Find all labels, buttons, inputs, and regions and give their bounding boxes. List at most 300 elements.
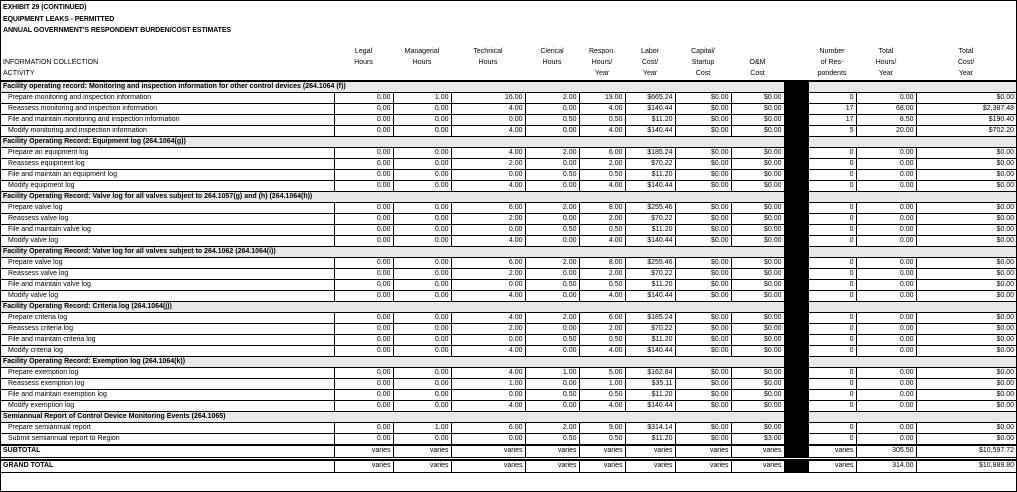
total-value-cell: varies <box>525 445 579 457</box>
value-cell: $0.00 <box>916 313 1016 324</box>
value-cell: 0 <box>808 423 856 434</box>
value-cell: $0.00 <box>916 280 1016 291</box>
value-cell: 8.00 <box>579 258 625 269</box>
total-value-cell: varies <box>808 445 856 457</box>
value-cell: $0.00 <box>916 269 1016 280</box>
value-cell: 4.00 <box>451 291 525 302</box>
value-cell: 0.00 <box>856 324 916 335</box>
value-cell: 4.00 <box>579 291 625 302</box>
table-row <box>1 368 1016 379</box>
subtotal-row-label: SUBTOTAL <box>1 445 334 457</box>
value-cell: $0.00 <box>731 258 784 269</box>
value-cell: 6.00 <box>579 313 625 324</box>
value-cell: 2.00 <box>525 313 579 324</box>
activity-cell: Reassess valve log <box>1 214 334 225</box>
black-separator-cell <box>784 93 808 104</box>
value-cell: $185.24 <box>625 148 675 159</box>
table-row <box>1 126 1016 137</box>
value-cell: 0.00 <box>393 148 451 159</box>
total-value-cell: varies <box>451 445 525 457</box>
table-row <box>1 203 1016 214</box>
black-separator-cell <box>784 214 808 225</box>
value-cell: 2.00 <box>525 423 579 434</box>
section-title: Facility operating record: Monitoring and inspection information for other control devices (264.1064 (f)) <box>1 81 784 93</box>
value-cell: 0.00 <box>334 335 393 346</box>
value-cell: $140.44 <box>625 126 675 137</box>
activity-cell: Reassess exemption log <box>1 379 334 390</box>
value-cell: 0 <box>808 236 856 247</box>
value-cell: 0.00 <box>451 280 525 291</box>
black-separator-cell <box>784 203 808 214</box>
value-cell: 2.00 <box>451 269 525 280</box>
total-value-cell: varies <box>525 460 579 472</box>
value-cell: 0.00 <box>856 423 916 434</box>
grand-total-row <box>1 460 1016 472</box>
table-row <box>1 423 1016 434</box>
section-fill <box>808 302 1016 313</box>
value-cell: 0 <box>808 170 856 181</box>
section-title: Facility Operating Record: Equipment log (264.1064(g)) <box>1 137 784 148</box>
value-cell: 0.00 <box>451 390 525 401</box>
value-cell: $0.00 <box>675 346 731 357</box>
value-cell: 8.50 <box>856 115 916 126</box>
table-row <box>1 401 1016 412</box>
value-cell: 0.00 <box>525 159 579 170</box>
value-cell: $0.00 <box>731 401 784 412</box>
value-cell: 0.00 <box>393 203 451 214</box>
value-cell: $140.44 <box>625 236 675 247</box>
value-cell: $0.00 <box>916 379 1016 390</box>
value-cell: 0.50 <box>525 225 579 236</box>
value-cell: $0.00 <box>916 203 1016 214</box>
value-cell: $0.00 <box>675 214 731 225</box>
value-cell: 0.00 <box>393 379 451 390</box>
value-cell: 2.00 <box>525 148 579 159</box>
value-cell: 2.00 <box>525 203 579 214</box>
black-separator-cell <box>784 148 808 159</box>
value-cell: 0.00 <box>856 401 916 412</box>
value-cell: 0.00 <box>856 368 916 379</box>
activity-cell: Reassess equipment log <box>1 159 334 170</box>
report-description: ANNUAL GOVERNMENT'S RESPONDENT BURDEN/COST ESTIMATES <box>3 27 231 34</box>
value-cell: $70.22 <box>625 269 675 280</box>
value-cell: $0.00 <box>675 291 731 302</box>
section-title: Facility Operating Record: Criteria log (264.1064(j)) <box>1 302 784 313</box>
value-cell: 0.00 <box>393 159 451 170</box>
value-cell: $0.00 <box>731 104 784 115</box>
value-cell: 1.00 <box>393 423 451 434</box>
value-cell: 1.00 <box>451 379 525 390</box>
value-cell: 0.50 <box>579 434 625 446</box>
value-cell: 5 <box>808 126 856 137</box>
value-cell: $0.00 <box>731 291 784 302</box>
value-cell: 1.00 <box>525 368 579 379</box>
value-cell: $0.00 <box>675 148 731 159</box>
value-cell: 0 <box>808 280 856 291</box>
value-cell: 0.00 <box>334 269 393 280</box>
total-value-cell: $10,889.80 <box>916 460 1016 472</box>
table-row <box>1 269 1016 280</box>
value-cell: $702.20 <box>916 126 1016 137</box>
section-title: Facility Operating Record: Exemption log (264.1064(k)) <box>1 357 784 368</box>
total-value-cell: 314.00 <box>856 460 916 472</box>
value-cell: 0.00 <box>451 434 525 446</box>
activity-cell: File and maintain an equipment log <box>1 170 334 181</box>
value-cell: 4.00 <box>451 401 525 412</box>
value-cell: 0.50 <box>579 280 625 291</box>
value-cell: 0.00 <box>334 159 393 170</box>
black-separator-cell <box>784 181 808 192</box>
value-cell: 0.00 <box>856 159 916 170</box>
activity-cell: File and maintain exemption log <box>1 390 334 401</box>
value-cell: 0.50 <box>525 434 579 446</box>
value-cell: 0.00 <box>334 148 393 159</box>
value-cell: $0.00 <box>675 115 731 126</box>
value-cell: 2.00 <box>451 159 525 170</box>
value-cell: $0.00 <box>916 225 1016 236</box>
value-cell: 0.00 <box>856 379 916 390</box>
value-cell: 0.00 <box>393 104 451 115</box>
value-cell: 0.00 <box>451 170 525 181</box>
burden-cost-table <box>1 44 1016 473</box>
value-cell: 0.00 <box>334 181 393 192</box>
value-cell: 0.00 <box>393 434 451 446</box>
black-separator-cell <box>784 236 808 247</box>
value-cell: $140.44 <box>625 104 675 115</box>
activity-cell: Prepare valve log <box>1 203 334 214</box>
black-separator-cell <box>784 423 808 434</box>
black-separator-cell <box>784 126 808 137</box>
section-title: Semiannual Report of Control Device Monitoring Events (264.1065) <box>1 412 784 423</box>
value-cell: $140.44 <box>625 346 675 357</box>
section-header-row <box>1 192 1016 203</box>
value-cell: 0.00 <box>393 313 451 324</box>
value-cell: 2.00 <box>451 324 525 335</box>
black-separator-cell <box>784 291 808 302</box>
table-row <box>1 434 1016 446</box>
value-cell: $0.00 <box>675 236 731 247</box>
value-cell: 0.00 <box>525 379 579 390</box>
value-cell: 0.00 <box>334 93 393 104</box>
value-cell: $0.00 <box>916 324 1016 335</box>
black-separator-cell <box>784 445 808 457</box>
black-separator-cell <box>784 115 808 126</box>
value-cell: 0.00 <box>856 280 916 291</box>
total-value-cell: varies <box>393 460 451 472</box>
value-cell: $35.11 <box>625 379 675 390</box>
total-value-cell: 305.50 <box>856 445 916 457</box>
value-cell: $0.00 <box>731 203 784 214</box>
value-cell: 0.50 <box>525 280 579 291</box>
value-cell: 4.00 <box>451 104 525 115</box>
value-cell: 0 <box>808 258 856 269</box>
black-separator-cell <box>784 225 808 236</box>
value-cell: 9.00 <box>579 423 625 434</box>
value-cell: 0 <box>808 269 856 280</box>
value-cell: $0.00 <box>731 93 784 104</box>
value-cell: $0.00 <box>675 335 731 346</box>
activity-cell: File and maintain monitoring and inspection information <box>1 115 334 126</box>
value-cell: $185.24 <box>625 313 675 324</box>
value-cell: $0.00 <box>675 434 731 446</box>
value-cell: $70.22 <box>625 214 675 225</box>
section-header-row <box>1 357 1016 368</box>
black-separator-cell <box>784 269 808 280</box>
value-cell: $70.22 <box>625 324 675 335</box>
value-cell: 0.00 <box>525 126 579 137</box>
value-cell: 0 <box>808 434 856 446</box>
total-value-cell: varies <box>393 445 451 457</box>
value-cell: $0.00 <box>731 335 784 346</box>
total-value-cell: $10,597.72 <box>916 445 1016 457</box>
value-cell: 0.00 <box>393 390 451 401</box>
value-cell: 4.00 <box>579 104 625 115</box>
activity-cell: Modify equipment log <box>1 181 334 192</box>
value-cell: $140.44 <box>625 181 675 192</box>
value-cell: 2.00 <box>579 159 625 170</box>
value-cell: $0.00 <box>675 269 731 280</box>
value-cell: 4.00 <box>451 181 525 192</box>
value-cell: 0.50 <box>579 225 625 236</box>
section-fill <box>808 357 1016 368</box>
value-cell: $0.00 <box>731 280 784 291</box>
table-row <box>1 159 1016 170</box>
activity-cell: File and maintain valve log <box>1 280 334 291</box>
value-cell: 0 <box>808 225 856 236</box>
value-cell: $0.00 <box>731 313 784 324</box>
value-cell: $0.00 <box>675 324 731 335</box>
section-fill <box>808 137 1016 148</box>
total-value-cell: varies <box>731 460 784 472</box>
table-row <box>1 148 1016 159</box>
value-cell: 0.00 <box>393 280 451 291</box>
total-value-cell: varies <box>675 445 731 457</box>
subtotal-row <box>1 445 1016 457</box>
value-cell: $11.20 <box>625 170 675 181</box>
value-cell: 1.00 <box>579 379 625 390</box>
activity-cell: Prepare an equipment log <box>1 148 334 159</box>
value-cell: 0.00 <box>525 269 579 280</box>
section-fill <box>808 81 1016 93</box>
black-separator-cell <box>784 137 808 148</box>
black-separator-cell <box>784 401 808 412</box>
table-row <box>1 346 1016 357</box>
total-value-cell: varies <box>808 460 856 472</box>
value-cell: 0.00 <box>334 203 393 214</box>
value-cell: $0.00 <box>675 423 731 434</box>
value-cell: 0.00 <box>393 236 451 247</box>
black-separator-cell <box>784 368 808 379</box>
table-row <box>1 214 1016 225</box>
value-cell: 0 <box>808 159 856 170</box>
black-separator-cell <box>784 81 808 93</box>
table-row <box>1 258 1016 269</box>
value-cell: 20.00 <box>856 126 916 137</box>
col-respon-hours: Respon. Hours/ Year <box>579 44 625 81</box>
value-cell: 0.00 <box>525 291 579 302</box>
value-cell: 0.50 <box>525 390 579 401</box>
value-cell: 0.00 <box>856 335 916 346</box>
value-cell: 0.00 <box>525 346 579 357</box>
table-row <box>1 324 1016 335</box>
value-cell: $0.00 <box>916 93 1016 104</box>
black-separator-cell <box>784 104 808 115</box>
activity-cell: Modify exemption log <box>1 401 334 412</box>
value-cell: $140.44 <box>625 401 675 412</box>
section-title: Facility Operating Record: Valve log for all valves subject to 264.1057(g) and (h) (264.1064(h)) <box>1 192 784 203</box>
value-cell: $0.00 <box>731 368 784 379</box>
value-cell: 0 <box>808 93 856 104</box>
section-fill <box>808 412 1016 423</box>
black-separator-cell <box>784 346 808 357</box>
col-clerical-hours: Clerical Hours <box>525 44 579 81</box>
value-cell: 0.00 <box>334 236 393 247</box>
table-row <box>1 236 1016 247</box>
value-cell: $0.00 <box>916 434 1016 446</box>
black-separator-cell <box>784 324 808 335</box>
value-cell: 0.00 <box>393 291 451 302</box>
value-cell: 0 <box>808 214 856 225</box>
value-cell: 0 <box>808 346 856 357</box>
value-cell: 0.00 <box>334 104 393 115</box>
black-separator-cell <box>784 302 808 313</box>
value-cell: $0.00 <box>731 115 784 126</box>
value-cell: 4.00 <box>579 236 625 247</box>
value-cell: 0.00 <box>334 258 393 269</box>
total-value-cell: varies <box>334 460 393 472</box>
value-cell: $0.00 <box>675 313 731 324</box>
value-cell: 0.50 <box>525 115 579 126</box>
value-cell: $0.00 <box>675 181 731 192</box>
section-fill <box>808 192 1016 203</box>
value-cell: 0.00 <box>393 258 451 269</box>
value-cell: $190.40 <box>916 115 1016 126</box>
black-separator-cell <box>784 379 808 390</box>
value-cell: 0.00 <box>525 401 579 412</box>
activity-cell: Reassess monitoring and inspection information <box>1 104 334 115</box>
activity-cell: Reassess criteria log <box>1 324 334 335</box>
value-cell: 0 <box>808 368 856 379</box>
value-cell: $0.00 <box>675 280 731 291</box>
activity-cell: Prepare criteria log <box>1 313 334 324</box>
value-cell: $0.00 <box>916 258 1016 269</box>
value-cell: 0 <box>808 291 856 302</box>
value-cell: $0.00 <box>731 181 784 192</box>
black-separator-cell <box>784 280 808 291</box>
value-cell: 4.00 <box>451 236 525 247</box>
total-value-cell: varies <box>579 445 625 457</box>
value-cell: 0.00 <box>525 181 579 192</box>
black-separator-cell <box>784 460 808 472</box>
activity-cell: Modify valve log <box>1 236 334 247</box>
value-cell: 0.00 <box>334 126 393 137</box>
value-cell: $0.00 <box>675 159 731 170</box>
table-row <box>1 335 1016 346</box>
value-cell: $0.00 <box>916 335 1016 346</box>
value-cell: 0.00 <box>334 346 393 357</box>
section-header-row <box>1 247 1016 258</box>
value-cell: 8.00 <box>579 203 625 214</box>
value-cell: 0 <box>808 401 856 412</box>
value-cell: $3.00 <box>731 434 784 446</box>
activity-cell: Modify monitoring and inspection information <box>1 126 334 137</box>
value-cell: 2.00 <box>579 324 625 335</box>
value-cell: 0.00 <box>393 225 451 236</box>
value-cell: $0.00 <box>675 368 731 379</box>
value-cell: $2,387.48 <box>916 104 1016 115</box>
value-cell: 0.50 <box>525 170 579 181</box>
value-cell: $162.84 <box>625 368 675 379</box>
value-cell: $0.00 <box>731 346 784 357</box>
value-cell: 0.50 <box>525 335 579 346</box>
value-cell: 4.00 <box>451 126 525 137</box>
black-separator-cell <box>784 434 808 446</box>
value-cell: $11.20 <box>625 280 675 291</box>
value-cell: $0.00 <box>731 236 784 247</box>
value-cell: $0.00 <box>731 225 784 236</box>
value-cell: 17 <box>808 104 856 115</box>
value-cell: $0.00 <box>675 390 731 401</box>
value-cell: 19.00 <box>579 93 625 104</box>
value-cell: 0.00 <box>856 203 916 214</box>
value-cell: 4.00 <box>451 368 525 379</box>
value-cell: $0.00 <box>916 214 1016 225</box>
value-cell: $0.00 <box>916 368 1016 379</box>
total-value-cell: varies <box>334 445 393 457</box>
value-cell: 4.00 <box>451 346 525 357</box>
value-cell: $0.00 <box>916 401 1016 412</box>
value-cell: 0.00 <box>525 214 579 225</box>
total-value-cell: varies <box>625 445 675 457</box>
table-row <box>1 379 1016 390</box>
activity-cell: Prepare monitoring and inspection information <box>1 93 334 104</box>
black-separator-cell <box>784 247 808 258</box>
value-cell: 6.00 <box>579 148 625 159</box>
black-separator-cell <box>784 258 808 269</box>
value-cell: 4.00 <box>579 401 625 412</box>
value-cell: 0.00 <box>856 258 916 269</box>
value-cell: 4.00 <box>579 346 625 357</box>
total-value-cell: varies <box>675 460 731 472</box>
value-cell: 17 <box>808 115 856 126</box>
value-cell: 0.00 <box>334 115 393 126</box>
value-cell: $11.20 <box>625 434 675 446</box>
value-cell: 1.00 <box>393 93 451 104</box>
value-cell: $0.00 <box>916 181 1016 192</box>
activity-cell: Prepare semiannual report <box>1 423 334 434</box>
value-cell: 0.00 <box>451 335 525 346</box>
value-cell: $0.00 <box>675 203 731 214</box>
col-managerial-hours: Managerial Hours <box>393 44 451 81</box>
value-cell: $0.00 <box>731 324 784 335</box>
value-cell: 0.00 <box>334 170 393 181</box>
col-technical-hours: Technical Hours <box>451 44 525 81</box>
value-cell: 2.00 <box>579 214 625 225</box>
value-cell: $0.00 <box>675 258 731 269</box>
value-cell: $0.00 <box>731 214 784 225</box>
value-cell: $0.00 <box>916 423 1016 434</box>
black-separator-cell <box>784 192 808 203</box>
col-labor-cost: Labor Cost/ Year <box>625 44 675 81</box>
value-cell: $0.00 <box>731 269 784 280</box>
value-cell: $140.44 <box>625 291 675 302</box>
value-cell: 0.00 <box>393 170 451 181</box>
value-cell: $11.20 <box>625 115 675 126</box>
value-cell: 0.00 <box>334 313 393 324</box>
exhibit-title: EXHIBIT 29 (CONTINUED) <box>3 4 87 11</box>
value-cell: 0.00 <box>856 390 916 401</box>
value-cell: $0.00 <box>731 148 784 159</box>
